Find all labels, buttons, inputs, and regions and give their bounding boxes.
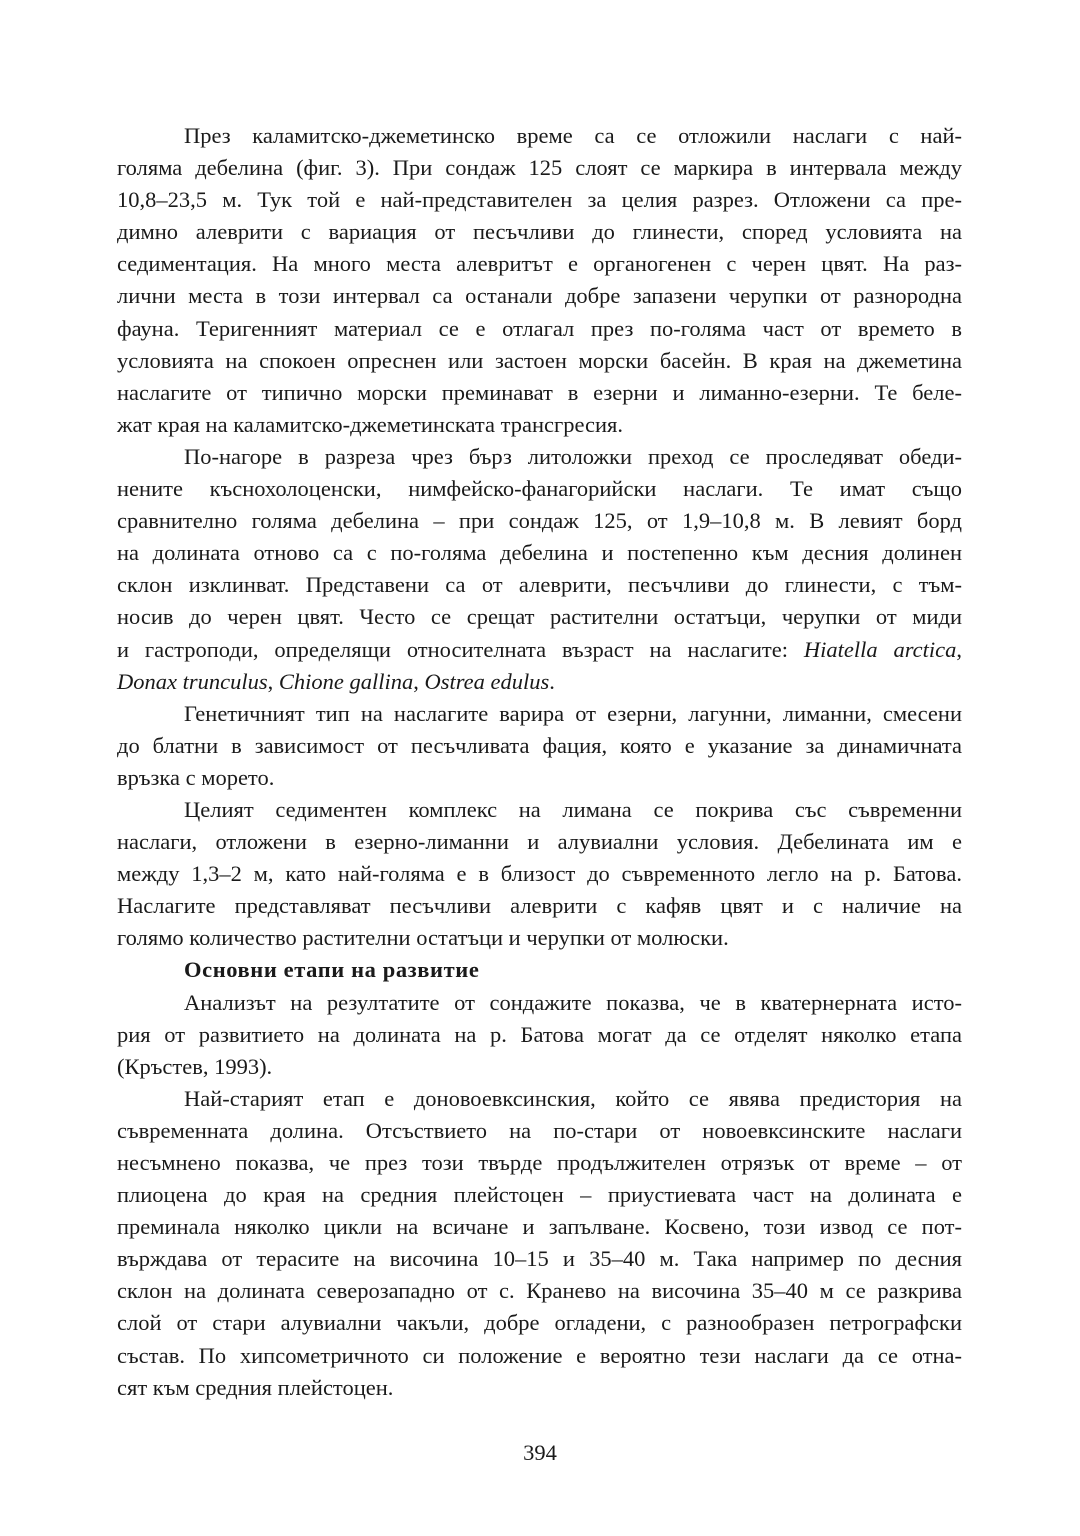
text-line: преминала няколко цикли на всичане и запълване. Косвено, този извод се пот-	[117, 1214, 962, 1240]
text-line: върждава от терасите на височина 10–15 и 35–40 м. Така например по десния	[117, 1246, 962, 1272]
text-line: нените къснохолоценски, нимфейско-фанагорийски наслаги. Те имат също	[117, 476, 962, 502]
text-line: Наслагите представляват песъчливи алеврити с кафяв цвят и с наличие на	[117, 893, 962, 919]
paragraph-6	[117, 1083, 962, 1404]
text-line: димно алеврити с вариация от песъчливи до глинести, според условията на	[117, 219, 962, 245]
text-line: състав. По хипсометричното си положение е вероятно тези наслаги да се отна-	[117, 1342, 962, 1368]
paragraph-5	[117, 987, 962, 1083]
species-name: Ostrea edulus	[424, 668, 550, 694]
text-line: жат края на каламитско-джеметинската трансгресия.	[117, 411, 624, 437]
text-line: между 1,3–2 м, като най-голяма е в близост до съвременното легло на р. Батова.	[117, 861, 962, 887]
text-line: на долината отново са с по-голяма дебелина и постепенно към десния долинен	[117, 540, 962, 566]
text-line: По-нагоре в разреза чрез бърз литоложки преход се проследяват обеди-	[184, 443, 962, 469]
text-line: съвременната долина. Отсъствието на по-стари от новоевксинските наслаги	[117, 1117, 962, 1143]
text-line: сравнително голяма дебелина – при сондаж 125, от 1,9–10,8 м. В левият борд	[117, 508, 962, 534]
text-line: голяма дебелина (фиг. 3). При сондаж 125 слоят се маркира в интервала между	[117, 155, 962, 181]
text-line: и гастроподи, определящи относителната възраст на наслагите: Hiatella arctica,	[117, 636, 962, 662]
text-line: склон изклинват. Представени са от алеврити, песъчливи до глинести, с тъм-	[117, 572, 962, 598]
paragraph-2	[117, 441, 962, 698]
text-line: условията на спокоен опреснен или застоен морски басейн. В края на джеметина	[117, 347, 962, 373]
species-name: Donax trunculus	[117, 668, 268, 694]
text-line: склон на долината северозападно от с. Кранево на височина 35–40 м се разкрива	[117, 1278, 962, 1304]
text-line: сят към средния плейстоцен.	[117, 1374, 394, 1400]
separator: ,	[413, 668, 425, 694]
text-line: до блатни в зависимост от песъчливата фация, която е указание за динамичната	[117, 732, 962, 758]
text-line: През каламитско-джеметинско време са се отложили наслаги с най-	[184, 123, 962, 148]
line-end: .	[549, 668, 555, 694]
text-line: слой от стари алувиални чакъли, добре огладени, с разнообразен петрографски	[117, 1310, 962, 1336]
text-line: (Кръстев, 1993).	[117, 1053, 273, 1079]
text-line: Анализът на резултатите от сондажите показва, че в кватернерната исто-	[184, 989, 962, 1015]
text-line	[117, 666, 962, 698]
text-line: седиментация. На много места алевритът е органогенен с черен цвят. На раз-	[117, 251, 962, 277]
paragraph-4	[117, 794, 962, 954]
text-line: фауна. Теригенният материал се е отлагал през по-голяма част от времето в	[117, 315, 962, 341]
text-line: 10,8–23,5 м. Тук той е най-представителен за целия разрез. Отложени са пре-	[117, 187, 962, 213]
text-line: плиоцена до края на средния плейстоцен – приустиевата част на долината е	[117, 1182, 962, 1208]
separator: ,	[267, 668, 279, 694]
species-name: Chione gallina	[278, 668, 414, 694]
text-line: лични места в този интервал са останали добре запазени черупки от разнородна	[117, 283, 962, 309]
text-line-content: и гастроподи, определящи относителната възраст на наслагите:	[117, 636, 804, 662]
text-line: Целият седиментен комплекс на лимана се покрива със съвременни	[184, 796, 962, 822]
text-line: голямо количество растителни остатъци и черупки от молюски.	[117, 925, 729, 951]
text-line: наслаги, отложени в езерно-лиманни и алувиални условия. Дебелината им е	[117, 829, 962, 855]
paragraph-3	[117, 698, 962, 794]
text-line: несъмнено показва, че през този твърде продължителен отрязък от време – от	[117, 1150, 962, 1175]
text-line: връзка с морето.	[117, 764, 275, 790]
heading-text: Основни етапи на развитие	[184, 957, 480, 983]
page-number: 394	[523, 1440, 557, 1465]
paragraph-1	[117, 120, 962, 441]
section-heading	[117, 954, 962, 986]
text-line: Най-старият етап е доновоевксинския, който се явява предистория на	[184, 1085, 962, 1111]
text-line: Генетичният тип на наслагите варира от езерни, лагунни, лиманни, смесени	[184, 700, 962, 726]
body-text	[117, 120, 962, 1404]
text-line: носив до черен цвят. Често се срещат растителни остатъци, черупки от миди	[117, 604, 962, 630]
text-line: рия от развитието на долината на р. Батова могат да се отделят няколко етапа	[117, 1021, 962, 1047]
species-name: Hiatella arctica	[803, 636, 957, 662]
text-line: наслагите от типично морски преминават в езерни и лиманно-езерни. Те беле-	[117, 379, 962, 405]
